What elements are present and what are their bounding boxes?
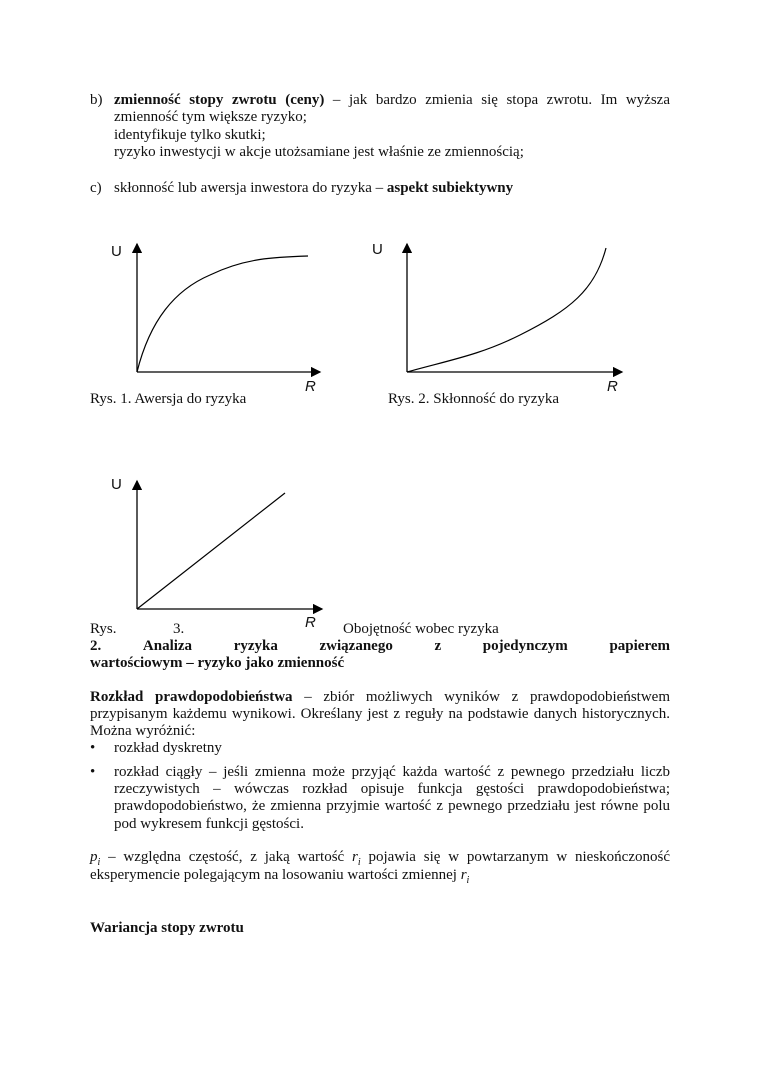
bullet-item-ciagly-line2: rzeczywistych – wówczas rozkład opisuje funkcja gęstości prawdopodobieństwa; [114, 781, 670, 797]
bullet-icon: • [90, 764, 96, 780]
figure-1-concave-curve [137, 256, 308, 372]
list-marker-c: c) [90, 180, 102, 196]
symbol-r: r [460, 867, 467, 883]
heading-word: papierem [609, 638, 670, 654]
bullet-item-dyskretny: rozkład dyskretny [114, 740, 222, 756]
rozklad-text: – zbiór możliwych wyników z prawdopodobieństwem [292, 689, 670, 705]
heading-word: pojedynczym [482, 638, 568, 654]
section-2-heading-line1 [90, 638, 670, 655]
figure-1-caption: Rys. 1. Awersja do ryzyka [90, 391, 247, 407]
figure-1-axes [137, 244, 320, 372]
section-b-line4: ryzyko inwestycji w akcje utożsamiane jest właśnie ze zmiennością; [114, 144, 524, 160]
pi-text-line2: eksperymencie polegającym na losowaniu wartości zmiennej [90, 867, 461, 883]
bullet-item-ciagly-line4: pod wykresem funkcji gęstości. [114, 816, 304, 832]
figure-3-linear-line [137, 493, 285, 609]
section-2-heading-line2: wartościowym – ryzyko jako zmienność [90, 655, 345, 671]
aspekt-subiektywny: aspekt subiektywny [386, 180, 514, 196]
bullet-item-ciagly-line1: rozkład ciągły – jeśli zmienna może przyjąć każda wartość z pewnego przedziału liczb [114, 764, 670, 780]
wariancja-heading: Wariancja stopy zwrotu [90, 920, 244, 936]
figure-3-x-label: R [305, 614, 316, 631]
rozklad-line3: Można wyróżnić: [90, 723, 196, 739]
symbol-r: r [352, 849, 358, 865]
subscript-i: i [466, 875, 470, 886]
figure-1-y-label: U [111, 243, 122, 260]
symbol-p: p [90, 849, 98, 865]
figure-3-caption-rys: Rys. [90, 621, 117, 637]
figure-2-convex-curve [407, 248, 606, 372]
heading-word: z [434, 638, 442, 654]
list-marker-b: b) [90, 92, 103, 108]
pi-text: – względna częstość, z jaką wartość [100, 849, 353, 865]
figure-2-x-label: R [607, 378, 618, 395]
pi-definition-line2 [90, 867, 469, 889]
rozklad-line1 [90, 689, 670, 706]
section-c-text: skłonność lub awersja inwestora do ryzyka – [114, 180, 387, 196]
figure-3-caption: Obojętność wobec ryzyka [343, 621, 499, 637]
section-b-line2: zmienność tym większe ryzyko; [114, 109, 307, 125]
figure-3-y-label: U [111, 476, 122, 493]
figure-2-axes [407, 244, 622, 372]
subscript-i: i [357, 857, 361, 868]
section-b-text: – jak bardzo zmienia się stopa zwrotu. Im wyższa [324, 92, 670, 108]
section-b-line3: identyfikuje tylko skutki; [114, 127, 266, 143]
figure-2-y-label: U [372, 241, 383, 258]
term-zmiennosc: zmienność stopy zwrotu (ceny) [114, 92, 325, 108]
bullet-item-ciagly-line3: prawdopodobieństwo, że zmienna przyjmie wartość z pewnego przedziału jest równe polu [114, 798, 670, 814]
figure-1-x-label: R [305, 378, 316, 395]
figure-2-caption: Rys. 2. Skłonność do ryzyka [388, 391, 560, 407]
rozklad-line2: przypisanym każdemu wynikowi. Określany jest z reguły na podstawie danych historycznych. [90, 706, 670, 722]
term-rozklad: Rozkład prawdopodobieństwa [90, 689, 293, 705]
heading-word: Analiza [142, 638, 193, 654]
subscript-i: i [97, 857, 101, 868]
bullet-icon: • [90, 740, 96, 756]
heading-word: ryzyka [233, 638, 278, 654]
figure-3-caption-number: 3. [173, 621, 185, 637]
heading-word: 2. [90, 638, 102, 654]
figure-3-axes [137, 481, 322, 609]
pi-text-end: pojawia się w powtarzanym w nieskończoność [360, 849, 670, 865]
heading-word: związanego [319, 638, 393, 654]
